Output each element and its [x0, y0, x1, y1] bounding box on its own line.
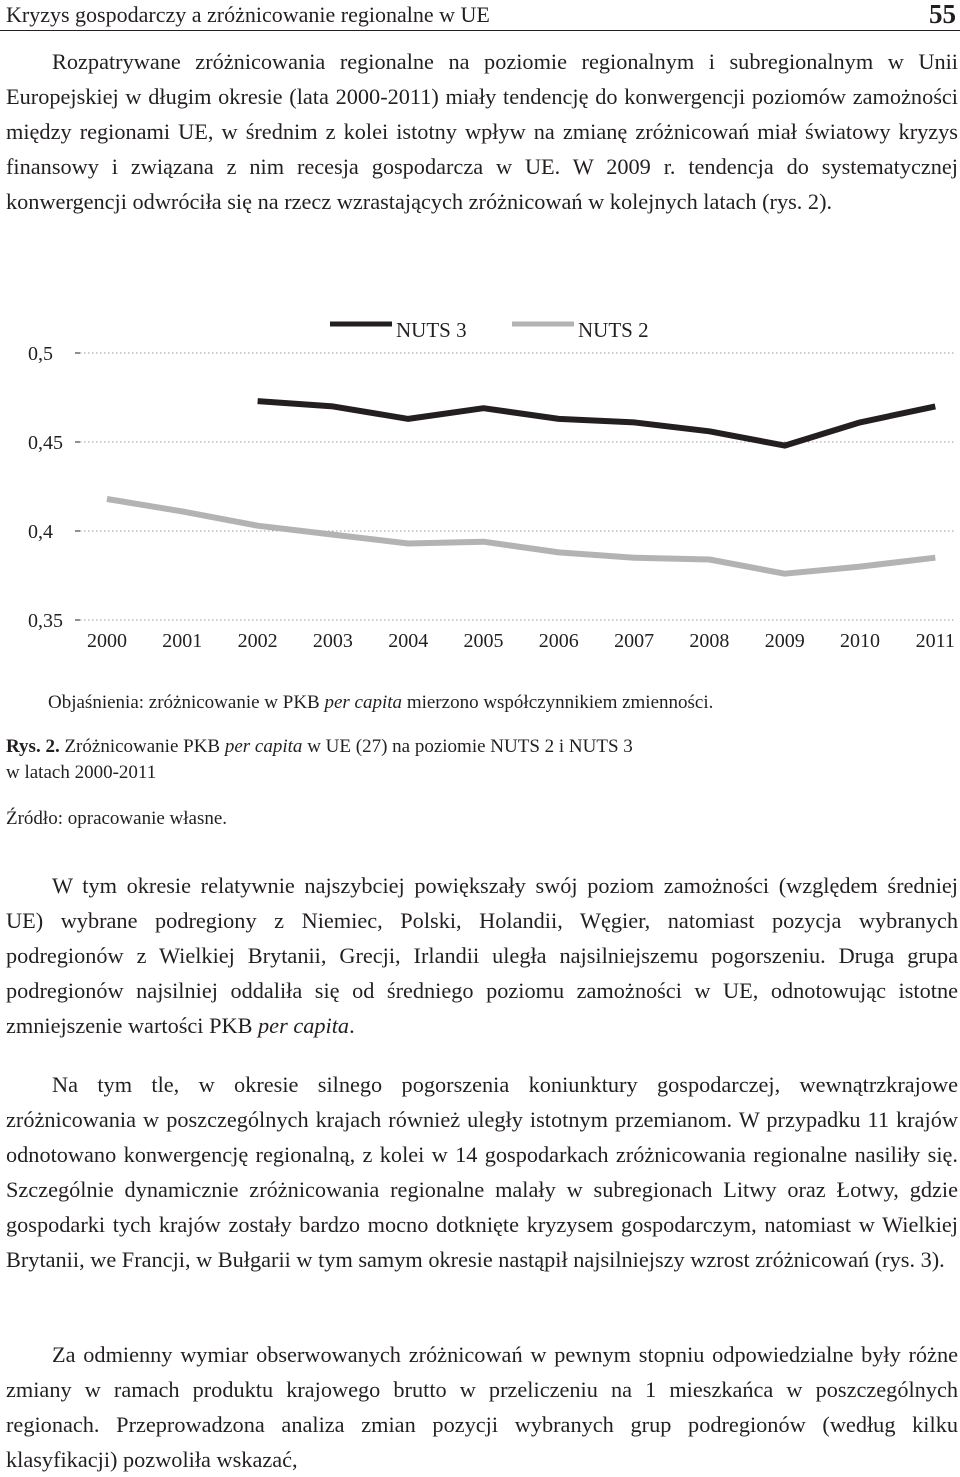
x-tick-label: 2000	[87, 630, 127, 652]
body-paragraph-2: Na tym tle, w okresie silnego pogorszenia koniunktury gospodarczej, wewnątrzkrajowe zróżnicowania w poszczególnych krajach również uległy istotnym przemianom. W przypadku 11 krajów odnotowano konwergencję regionalną, z kolei w 14 gospodarkach zróżnicowania regionalne nasiliły się. Szczególnie dynamicznie zróżnicowania regionalne malały w subregionach Litwy oraz Łotwy, gdzie gospodarki tych krajów zostały bardzo mocno dotknięte kryzysem gospodarczym, natomiast w Wielkiej Brytanii, we Francji, w Bułgarii w tym samym okresie nastąpił najsilniejszy wzrost zróżnicowań (rys. 3).	[6, 1072, 958, 1272]
legend-label: NUTS 2	[578, 318, 649, 342]
x-tick-label: 2002	[237, 630, 278, 652]
x-tick-label: 2011	[915, 630, 955, 652]
intro-paragraph: Rozpatrywane zróżnicowania regionalne na poziomie regionalnym i subregionalnym w Unii Europejskiej w długim okresie (lata 2000-2011) miały tendencję do konwergencji poziomów zamożności między regionami UE, w średnim z kolei istotny wpływ na zmianę zróżnicowań miał światowy kryzys finansowy i związana z nim recesja gospodarcza w UE. W 2009 r. tendencja do systematycznej konwergencji odwróciła się na rzecz wzrastających zróżnicowań w kolejnych latach (rys. 2).	[6, 49, 958, 214]
figure-caption: Rys. 2. Zróżnicowanie PKB per capita w UE (27) na poziomie NUTS 2 i NUTS 3 w latach 2000-2011	[6, 736, 633, 783]
x-tick-label: 2007	[614, 630, 655, 652]
y-axis-ticks	[28, 343, 63, 632]
series-line-nuts3	[258, 401, 936, 446]
x-tick-label: 2008	[689, 630, 730, 652]
x-tick-label: 2010	[840, 630, 880, 652]
running-title: Kryzys gospodarczy a zróżnicowanie regionalne w UE	[6, 2, 490, 27]
series-line-nuts2	[107, 499, 935, 574]
y-tick-label: 0,4	[28, 521, 53, 543]
chart-grid	[75, 353, 956, 620]
legend-label: NUTS 3	[396, 318, 467, 342]
x-tick-label: 2003	[312, 630, 353, 652]
body-paragraph-3: Za odmienny wymiar obserwowanych zróżnicowań w pewnym stopniu odpowiedzialne były różne zmiany w ramach produktu krajowego brutto w przeliczeniu na 1 mieszkańca w poszczególnych regionach. Przeprowadzona analiza zmian pozycji wybranych grup podregionów (według kilku klasyfikacji) pozwoliła wskazać,	[6, 1342, 958, 1472]
x-axis-ticks	[87, 630, 955, 652]
x-tick-label: 2005	[463, 630, 504, 652]
running-header	[0, 0, 960, 31]
page-number: 55	[929, 0, 956, 29]
figure-source: Źródło: opracowanie własne.	[6, 808, 228, 829]
y-tick-label: 0,45	[28, 432, 63, 454]
x-tick-label: 2004	[388, 630, 429, 652]
x-tick-label: 2001	[162, 630, 203, 652]
y-tick-label: 0,35	[28, 610, 63, 632]
y-tick-label: 0,5	[28, 343, 53, 365]
body-paragraph-1: W tym okresie relatywnie najszybciej powiększały swój poziom zamożności (względem średniej UE) wybrane podregiony z Niemiec, Polski, Holandii, Węgier, natomiast pozycja wybranych podregionów z Wielkiej Brytanii, Grecji, Irlandii uległa najsilniejszemu pogorszeniu. Druga grupa podregionów najsilniej oddaliła się od średniego poziomu zamożności w UE, odnotowując istotne zmniejszenie wartości PKB per capita.	[6, 873, 958, 1038]
figure-note: Objaśnienia: zróżnicowanie w PKB per capita mierzono współczynnikiem zmienności.	[48, 692, 714, 713]
x-tick-label: 2006	[538, 630, 579, 652]
line-chart	[0, 300, 960, 680]
x-tick-label: 2009	[764, 630, 805, 652]
chart-legend	[330, 318, 649, 342]
chart-series	[107, 401, 935, 574]
